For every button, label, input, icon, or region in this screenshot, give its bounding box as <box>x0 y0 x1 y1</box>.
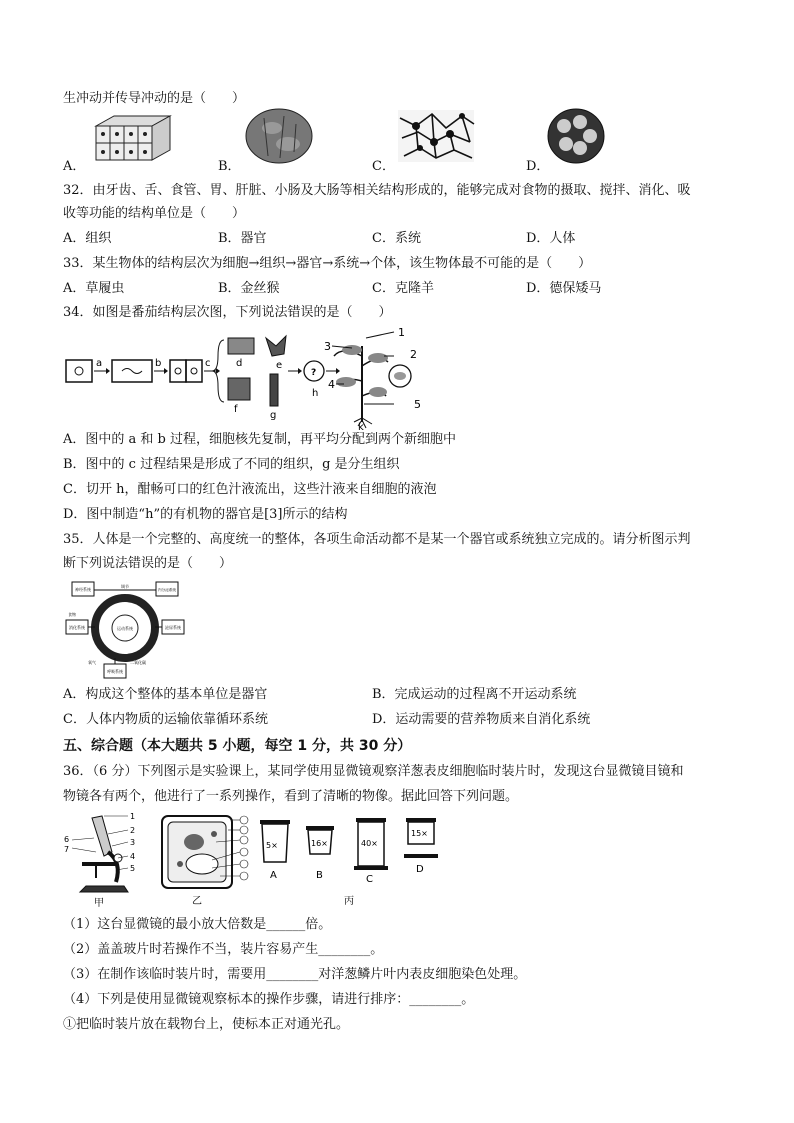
q36-sub2: （2）盖盖玻片时若操作不当，装片容易产生________。 <box>63 942 384 957</box>
q36-caption-jia: 甲 <box>94 898 104 909</box>
q35-option-b: B．完成运动的过程离不开运动系统 <box>372 687 577 702</box>
q31-fig-c <box>396 108 476 164</box>
q35-box-urinary: 泌尿系统 <box>165 625 181 630</box>
q36-caption-bing: 丙 <box>344 896 354 907</box>
q33-option-a: A．草履虫 <box>63 281 125 296</box>
q34-option-a: A．图中的 a 和 b 过程，细胞核先复制，再平均分配到两个新细胞中 <box>63 432 456 447</box>
q35-option-d: D．运动需要的营养物质来自消化系统 <box>372 712 591 727</box>
q36-scope-num-3: 3 <box>130 838 136 847</box>
q36-scope-num-1: 1 <box>130 812 136 821</box>
q36-lens-d-mag: 15× <box>411 829 428 838</box>
q36-lens-a-letter: A <box>270 870 277 881</box>
q35-stem-line1: 35．人体是一个完整的、高度统一的整体，各项生命活动都不是某一个器官或系统独立完成的。请分析图示判 <box>63 532 691 547</box>
microscope-icon <box>80 816 128 892</box>
section-5-title: 五、综合题（本大题共 5 小题，每空 1 分，共 30 分） <box>63 738 412 754</box>
svg-text:?: ? <box>311 368 317 378</box>
q32-option-c: C．系统 <box>372 231 421 246</box>
q36-lens-d-letter: D <box>416 864 424 875</box>
q35-box-nerve: 神经系统 <box>75 587 91 592</box>
q32-stem-line2: 收等功能的结构单位是（ ） <box>63 206 246 221</box>
q32-option-a: A．组织 <box>63 231 112 246</box>
q36-figure <box>62 812 472 908</box>
q34-letter-g: g <box>270 410 277 421</box>
q36-caption-yi: 乙 <box>192 896 202 907</box>
q35-center-label: 运动系统 <box>117 626 133 631</box>
q34-letter-h: h <box>312 388 319 399</box>
q36-scope-num-4: 4 <box>130 852 136 861</box>
q34-letter-f: f <box>234 404 238 415</box>
q34-letter-d: d <box>236 358 243 369</box>
q36-scope-num-2: 2 <box>130 826 136 835</box>
q31-fig-d <box>546 108 606 164</box>
q34-num-2: 2 <box>410 348 417 361</box>
q34-letter-e: e <box>276 360 283 371</box>
q34-stem: 34．如图是番茄结构层次图，下列说法错误的是（ ） <box>63 305 392 320</box>
q35-option-a: A．构成这个整体的基本单位是器官 <box>63 687 268 702</box>
q36-scope-num-6: 6 <box>64 835 70 844</box>
q34-letter-a: a <box>96 358 103 369</box>
q34-num-3: 3 <box>324 340 331 353</box>
q33-option-b: B．金丝猴 <box>218 281 280 296</box>
q35-label-o2: 氧气 <box>88 660 96 665</box>
q32-option-b: B．器官 <box>218 231 267 246</box>
q36-lens-a-mag: 5× <box>266 841 278 850</box>
q35-box-digestive: 消化系统 <box>69 625 85 630</box>
q31-fig-a <box>92 112 172 164</box>
q31-option-b: B． <box>218 159 241 174</box>
q34-num-4: 4 <box>328 378 335 391</box>
q35-stem-line2: 断下列说法错误的是（ ） <box>63 556 233 571</box>
q34-option-b: B．图中的 c 过程结果是形成了不同的组织，g 是分生组织 <box>63 457 400 472</box>
q33-stem: 33．某生物体的结构层次为细胞→组织→器官→系统→个体，该生物体最不可能的是（ ） <box>63 256 592 271</box>
q36-scope-num-5: 5 <box>130 864 136 873</box>
q35-label-regulate: 调节 <box>121 584 129 589</box>
q31-option-a: A． <box>63 159 86 174</box>
q36-sub4: （4）下列是使用显微镜观察标本的操作步骤，请进行排序：________。 <box>63 992 475 1007</box>
q31-option-c: C． <box>372 159 395 174</box>
q33-option-c: C．克隆羊 <box>372 281 434 296</box>
q31-stem: 生冲动并传导冲动的是（ ） <box>63 91 246 106</box>
q34-letter-c: c <box>205 358 211 369</box>
q33-option-d: D．德保矮马 <box>526 281 602 296</box>
q35-label-food: 食物 <box>68 612 76 617</box>
q36-lens-c-mag: 40× <box>361 839 378 848</box>
q31-option-d: D． <box>526 159 550 174</box>
q35-option-c: C．人体内物质的运输依靠循环系统 <box>63 712 268 727</box>
q36-scope-num-7: 7 <box>64 845 70 854</box>
q35-figure <box>64 578 186 680</box>
q32-stem-line1: 32．由牙齿、舌、食管、胃、肝脏、小肠及大肠等相关结构形成的，能够完成对食物的摄取、搅拌、消化、吸 <box>63 183 691 198</box>
q32-option-d: D．人体 <box>526 231 576 246</box>
q34-num-1: 1 <box>398 326 405 339</box>
q34-num-5: 5 <box>414 398 421 411</box>
q34-figure <box>62 326 432 432</box>
q36-stem-line2: 物镜各有两个，他进行了一系列操作，看到了清晰的物像。据此回答下列问题。 <box>63 789 519 804</box>
q35-box-endocrine: 内分泌系统 <box>158 588 176 592</box>
q36-step-1: ①把临时装片放在载物台上，使标本正对通光孔。 <box>63 1017 350 1032</box>
q36-stem-line1: 36．（6 分）下列图示是实验课上，某同学使用显微镜观察洋葱表皮细胞临时装片时，发现这台显微镜目镜和 <box>63 764 684 779</box>
q34-option-c: C．切开 h，酣畅可口的红色汁液流出，这些汁液来自细胞的液泡 <box>63 482 437 497</box>
q35-box-respiratory: 呼吸系统 <box>107 669 123 674</box>
q36-lens-b-letter: B <box>316 870 323 881</box>
q36-sub3: （3）在制作该临时装片时，需要用________对洋葱鳞片叶内表皮细胞染色处理。 <box>63 967 527 982</box>
q36-sub1: （1）这台显微镜的最小放大倍数是______倍。 <box>63 917 332 932</box>
q34-option-d: D．图中制造“h”的有机物的器官是[3]所示的结构 <box>63 507 348 522</box>
q31-fig-b <box>244 108 314 164</box>
q36-lens-b-mag: 16× <box>311 839 328 848</box>
q35-label-co2: 二氧化碳 <box>130 660 146 665</box>
q34-letter-b: b <box>155 358 162 369</box>
q36-lens-c-letter: C <box>366 874 373 885</box>
q34-letter-k: k <box>358 422 364 433</box>
